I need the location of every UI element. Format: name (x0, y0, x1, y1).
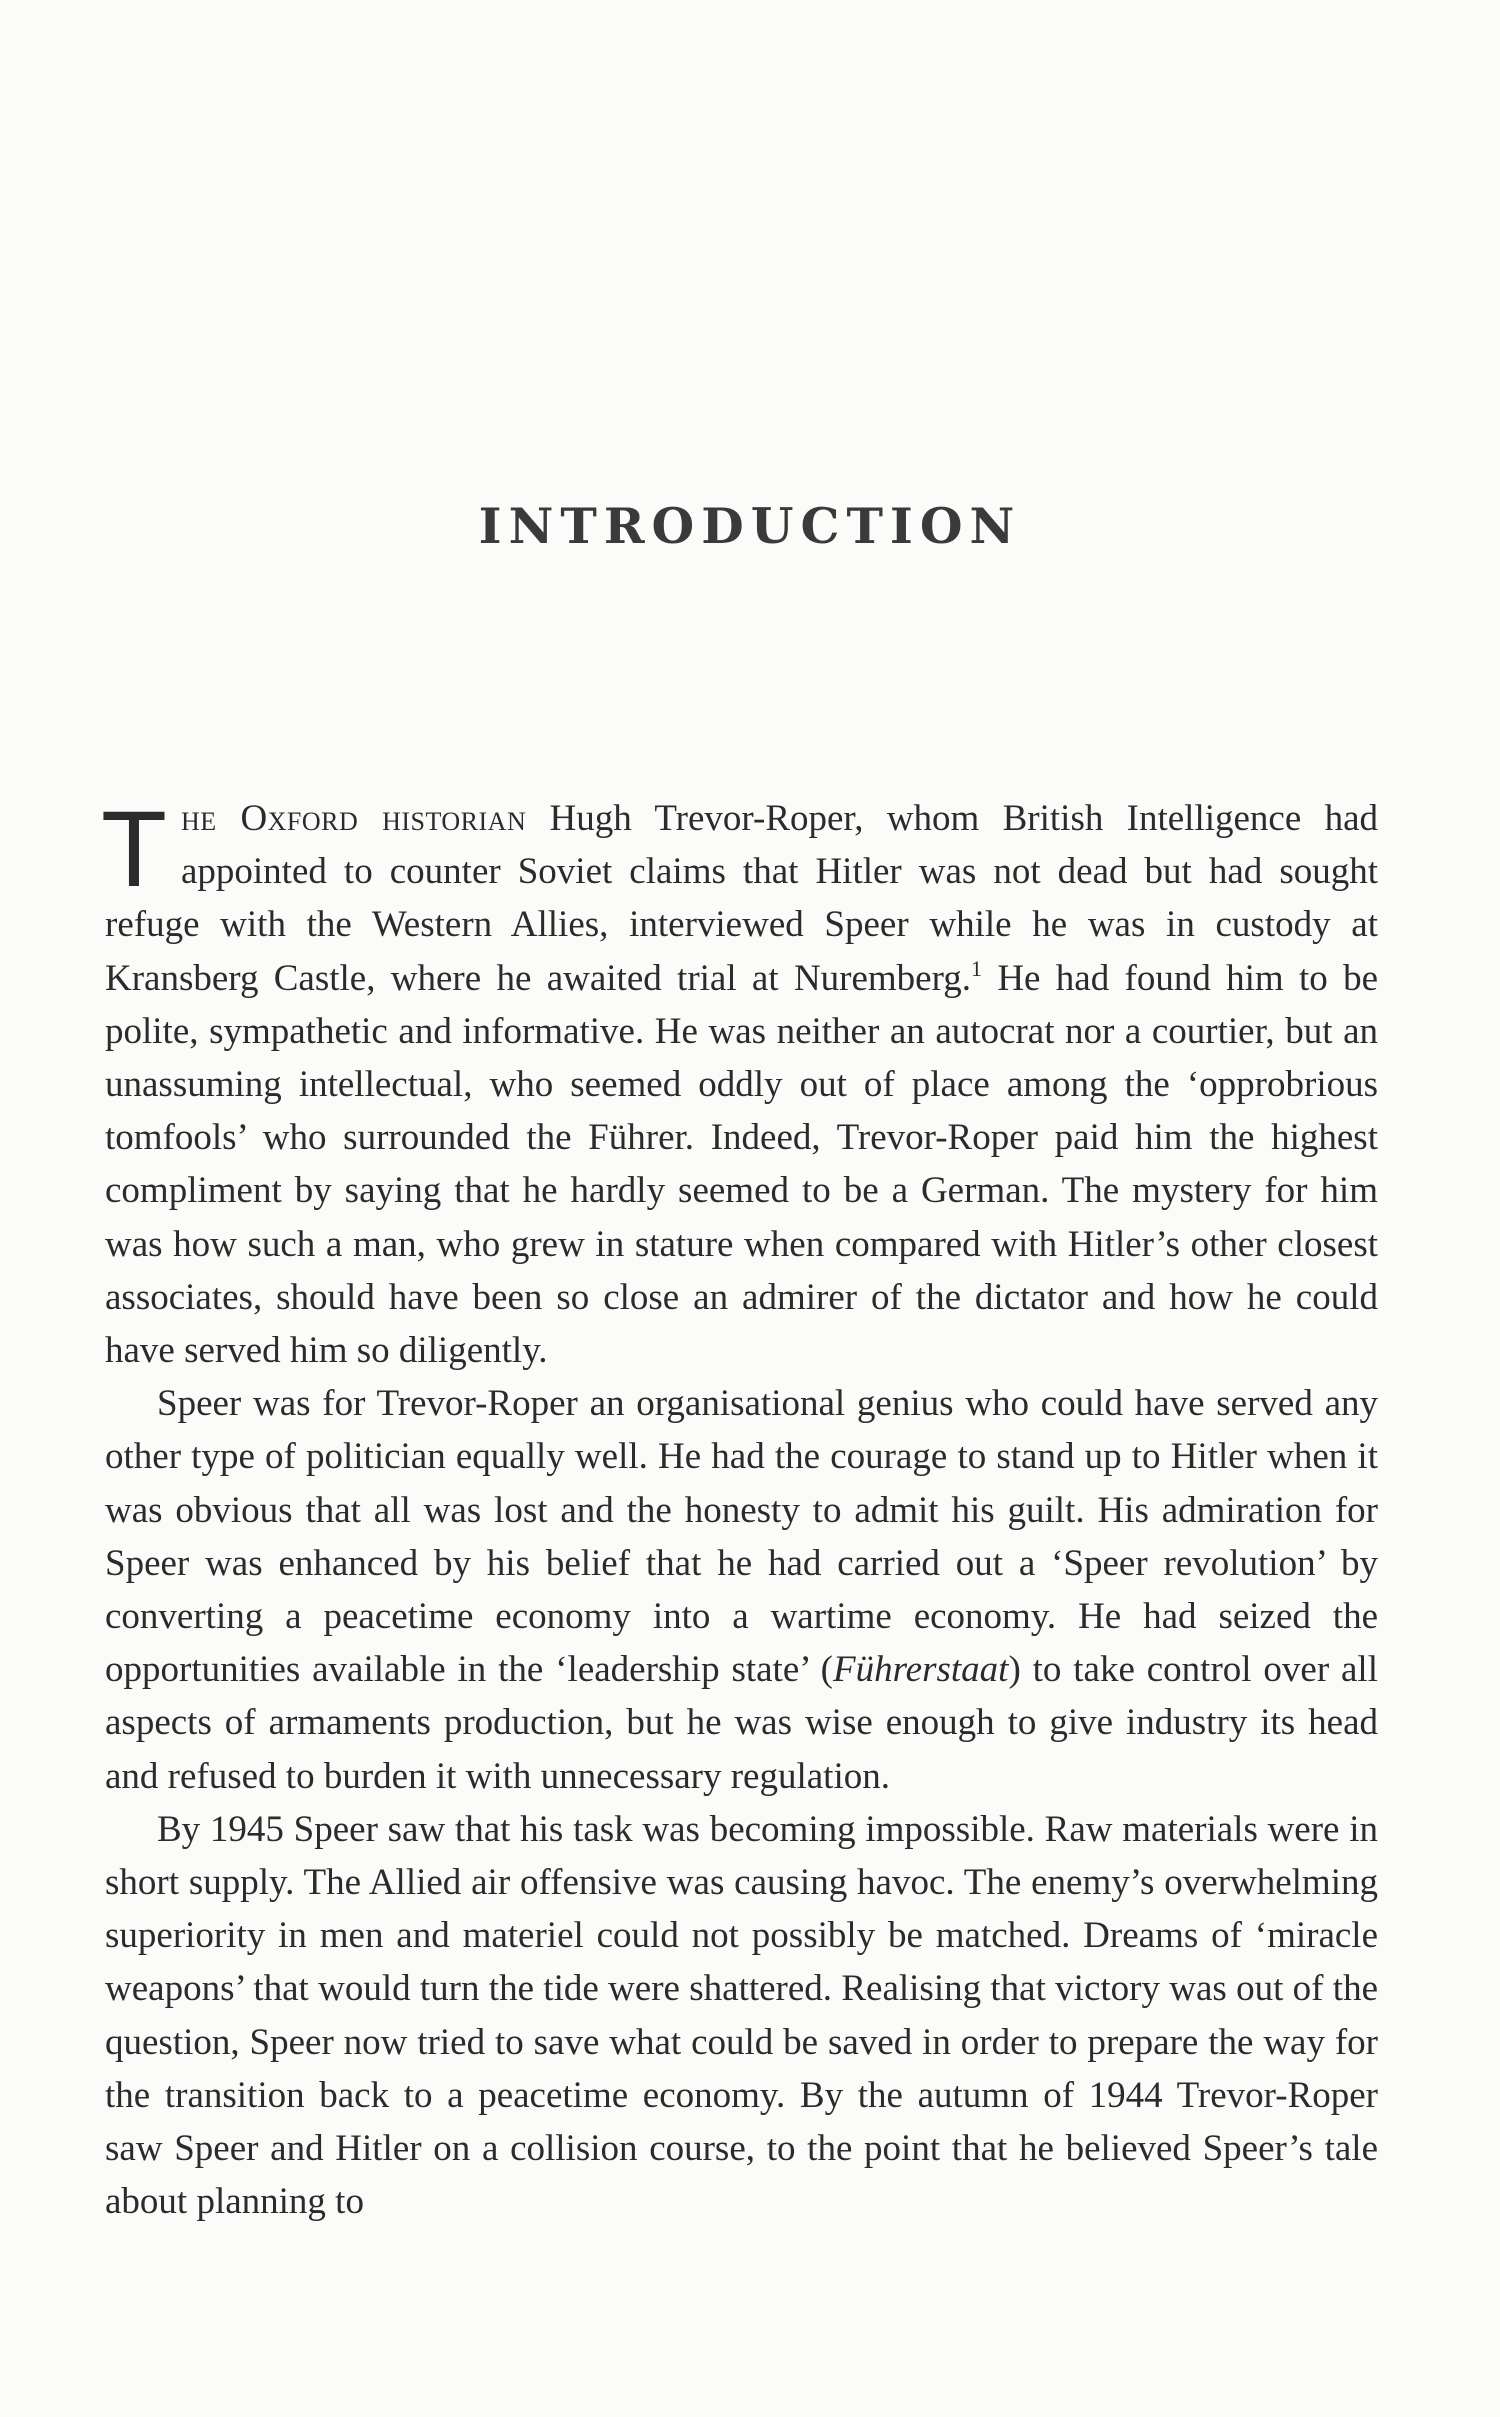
paragraph-2 (105, 1377, 1378, 1803)
italic-term: Führerstaat (833, 1649, 1009, 1691)
paragraph-3-text: By 1945 Speer saw that his task was becoming impossible. Raw materials were in short supply. The Allied air offensive was causing havoc. The enemy’s overwhelming superiority in men and materiel could not possibly be matched. Dreams of ‘miracle weapons’ that would turn the tide were shattered. Realising that victory was out of the question, Speer now tried to save what could be saved in order to prepare the way for the transition back to a peacetime economy. By the autumn of 1944 Trevor-Roper saw Speer and Hitler on a collision course, to the point that he believed Speer’s tale about planning to (105, 1808, 1378, 2223)
drop-cap: T (101, 788, 167, 909)
paragraph-2-text-a: Speer was for Trevor-Roper an organisational genius who could have served any other type of politician equally well. He had the courage to stand up to Hitler when it was obvious that all was lost and the honesty to admit his guilt. His admiration for Speer was enhanced by his belief that he had carried out a ‘Speer revolution’ by converting a peacetime economy into a wartime economy. He had seized the opportunities available in the ‘leadership state’ ( (105, 1383, 1378, 1691)
footnote-reference[interactable]: 1 (971, 955, 983, 981)
paragraph-1 (101, 788, 1378, 1377)
body-text (101, 788, 1378, 2228)
chapter-title: INTRODUCTION (478, 497, 1022, 555)
paragraph-3 (105, 1803, 1378, 2229)
small-caps-opening: he Oxford historian (180, 798, 527, 839)
paragraph-1-text-a: Hugh Trevor-Roper, whom British Intelligence had appointed to counter Soviet claims that Hitler was not dead but had sought refuge with the Western Allies, interviewed Speer while he was in custody at Kransberg Castle, where he awaited trial at Nuremberg. (105, 798, 1378, 999)
paragraph-1-text-b: He had found him to be polite, sympathetic and informative. He was neither an autocrat nor a courtier, but an unassuming intellectual, who seemed oddly out of place among the ‘opprobrious tomfools’ who surrounded the Führer. Indeed, Trevor-Roper paid him the highest compliment by saying that he hardly seemed to be a German. The mystery for him was how such a man, who grew in stature when compared with Hitler’s other closest associates, should have been so close an admirer of the dictator and how he could have served him so diligently. (105, 957, 1378, 1372)
paragraph-2-text-b: ) to take control over all aspects of armaments production, but he was wise enough to give industry its head and refused to burden it with unnecessary regulation. (105, 1649, 1378, 1797)
